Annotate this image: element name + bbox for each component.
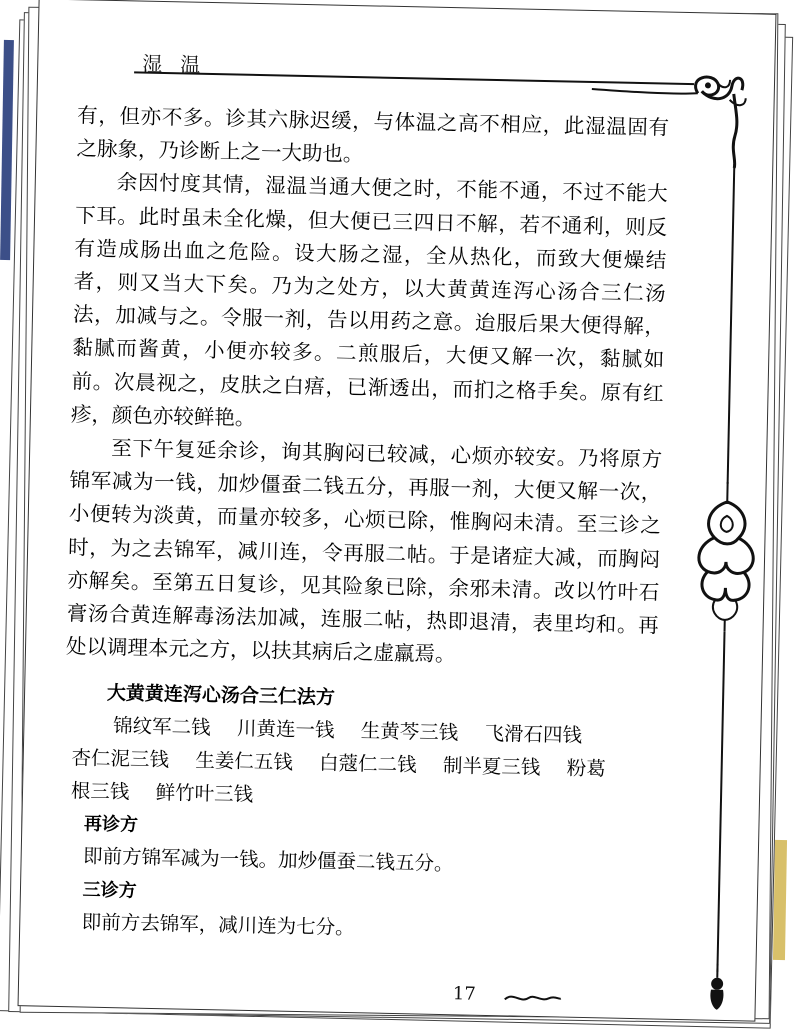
- herb-item: 飞滑石四钱: [484, 723, 583, 747]
- second-visit-title: 再诊方: [83, 813, 139, 836]
- herb-item: 鲜竹叶三钱: [155, 783, 254, 807]
- herb-item: 制半夏三钱: [442, 756, 541, 780]
- footer-flourish: [503, 989, 563, 1006]
- tassel-ornament: [703, 964, 734, 1015]
- herb-item: 杏仁泥三钱: [71, 748, 170, 772]
- herb-item: 生姜仁五钱: [195, 750, 294, 774]
- book-cover-edge-yellow: [773, 840, 787, 960]
- second-visit-text: 即前方锦军减为一钱。加炒僵蚕二钱五分。: [82, 846, 454, 876]
- border-line-right-bottom: [716, 632, 725, 972]
- herb-item: 生黄芩三钱: [360, 721, 459, 745]
- border-line-right-top: [727, 164, 736, 484]
- herb-list: [70, 710, 625, 820]
- herb-item: 锦纹军二钱: [112, 716, 211, 740]
- herb-item: 根三钱: [70, 781, 130, 804]
- herb-item: 粉葛: [566, 758, 606, 781]
- paragraph: 至下午复延余诊，询其胸闷已较减，心烦亦较安。乃将原方锦军减为一钱，加炒僵蚕二钱五分，再服一剂，大便又解一次，小便转为淡黄，而量亦较多，心烦已除，惟胸闷未清。至三诊之时，为之去锦军，减川连，令再服二帖。于是诸症大减，而胸闷亦解矣。至第五日复诊，见其险象已除，余邪未清。改以竹叶石膏汤合黄连解毒汤法加减，连服二帖，热即退清，表里均和。再处以调理本元之方，以扶其病后之虚羸焉。: [65, 438, 663, 667]
- book-cover-edge: [0, 40, 14, 260]
- book-page: [18, 0, 777, 1022]
- paragraph: 有，但亦不多。诊其六脉迟缓，与体温之高不相应，此湿温固有之脉象，乃诊断上之一大助也。: [76, 105, 670, 167]
- herb-item: 白蔻仁二钱: [318, 753, 417, 777]
- third-visit-title: 三诊方: [82, 879, 137, 902]
- prescription-block: [60, 676, 625, 952]
- knot-ornament: [687, 481, 766, 633]
- third-visit-text: 即前方去锦军，减川连为七分。: [81, 912, 355, 940]
- body-text: [66, 100, 670, 677]
- paragraph: 余因忖度其情，湿温当通大便之时，不能不通，不过不能大下耳。此时虽未全化燥，但大便已三四日不解，若不通利，则反有造成肠出血之危险。设大肠之湿，全从热化，而致大便燥结者，则又当大下矣。乃为之处方，以大黄黄连泻心汤合三仁汤法，加减与之。令服一剂，告以用药之意。迨服后果大便得解，黏腻而酱黄，小便亦较多。二煎服后，大便又解一次，黏腻如前。次晨视之，皮肤之白痦，已渐透出，而扪之格手矣。原有红疹，颜色亦较鲜艳。: [70, 172, 668, 430]
- page-number: 17: [452, 983, 477, 1005]
- prescription-title: 大黄黄连泻心汤合三仁法方: [106, 681, 336, 709]
- running-head: 湿温: [142, 51, 219, 78]
- herb-item: 川黄连一钱: [236, 718, 335, 742]
